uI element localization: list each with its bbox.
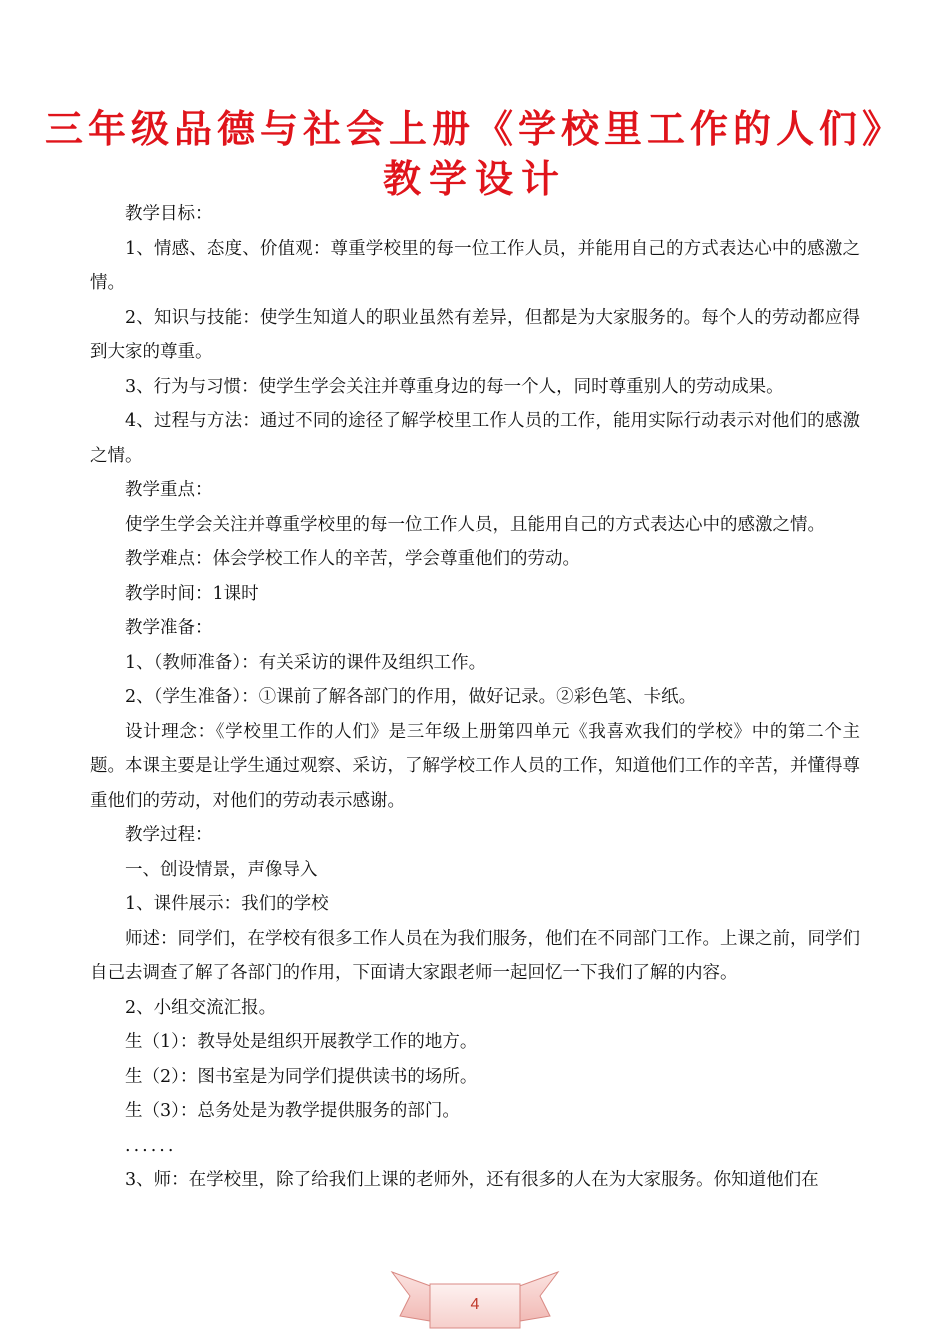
paragraph: 2、知识与技能：使学生知道人的职业虽然有差异，但都是为大家服务的。每个人的劳动都应得到大家的尊重。 (90, 307, 860, 362)
paragraph: 一、创设情景，声像导入 (125, 859, 318, 880)
ellipsis-paragraph: ...... (125, 1135, 177, 1156)
paragraph: 1、情感、态度、价值观：尊重学校里的每一位工作人员，并能用自己的方式表达心中的感激之情。 (90, 238, 860, 293)
paragraph: 生（1）：教导处是组织开展教学工作的地方。 (125, 1032, 478, 1052)
paragraph: 3、师：在学校里，除了给我们上课的老师外，还有很多的人在为大家服务。你知道他们在 (125, 1170, 819, 1190)
section-heading-objectives: 教学目标： (125, 204, 213, 224)
document-title-line-1: 三年级品德与社会上册《学校里工作的人们》 (44, 107, 905, 151)
paragraph: 教学时间：1课时 (125, 583, 259, 604)
paragraph: 2、（学生准备）：①课前了解各部门的作用，做好记录。②彩色笔、卡纸。 (125, 687, 697, 707)
section-heading-preparation: 教学准备： (125, 618, 213, 638)
page-number-ribbon (390, 1268, 560, 1332)
paragraph: 师述：同学们，在学校有很多工作人员在为我们服务，他们在不同部门工作。上课之前，同学们自己去调查了解了各部门的作用，下面请大家跟老师一起回忆一下我们了解的内容。 (90, 928, 860, 983)
page-number: 4 (470, 1296, 480, 1313)
paragraph: 使学生学会关注并尊重学校里的每一位工作人员，且能用自己的方式表达心中的感激之情。 (125, 514, 825, 535)
paragraph: 3、行为与习惯：使学生学会关注并尊重身边的每一个人，同时尊重别人的劳动成果。 (125, 376, 784, 397)
paragraph: 4、过程与方法：通过不同的途径了解学校里工作人员的工作，能用实际行动表示对他们的感激之情。 (90, 411, 860, 466)
paragraph: 1、（教师准备）：有关采访的课件及组织工作。 (125, 652, 487, 673)
section-heading-key-points: 教学重点： (125, 480, 213, 500)
paragraph: 1、课件展示：我们的学校 (125, 894, 329, 914)
paragraph: 生（3）：总务处是为教学提供服务的部门。 (125, 1101, 460, 1121)
paragraph: 生（2）：图书室是为同学们提供读书的场所。 (125, 1066, 478, 1087)
document-title-line-2: 教学设计 (382, 157, 567, 201)
paragraph: 教学难点：体会学校工作人的辛苦，学会尊重他们的劳动。 (125, 549, 580, 569)
document-body (90, 197, 860, 1198)
section-heading-process: 教学过程： (125, 825, 213, 845)
paragraph: 2、小组交流汇报。 (125, 997, 277, 1018)
paragraph: 设计理念：《学校里工作的人们》是三年级上册第四单元《我喜欢我们的学校》中的第二个主题。本课主要是让学生通过观察、采访，了解学校工作人员的工作，知道他们工作的辛苦，并懂得尊重他们的劳动，对他们的劳动表示感谢。 (90, 721, 860, 811)
